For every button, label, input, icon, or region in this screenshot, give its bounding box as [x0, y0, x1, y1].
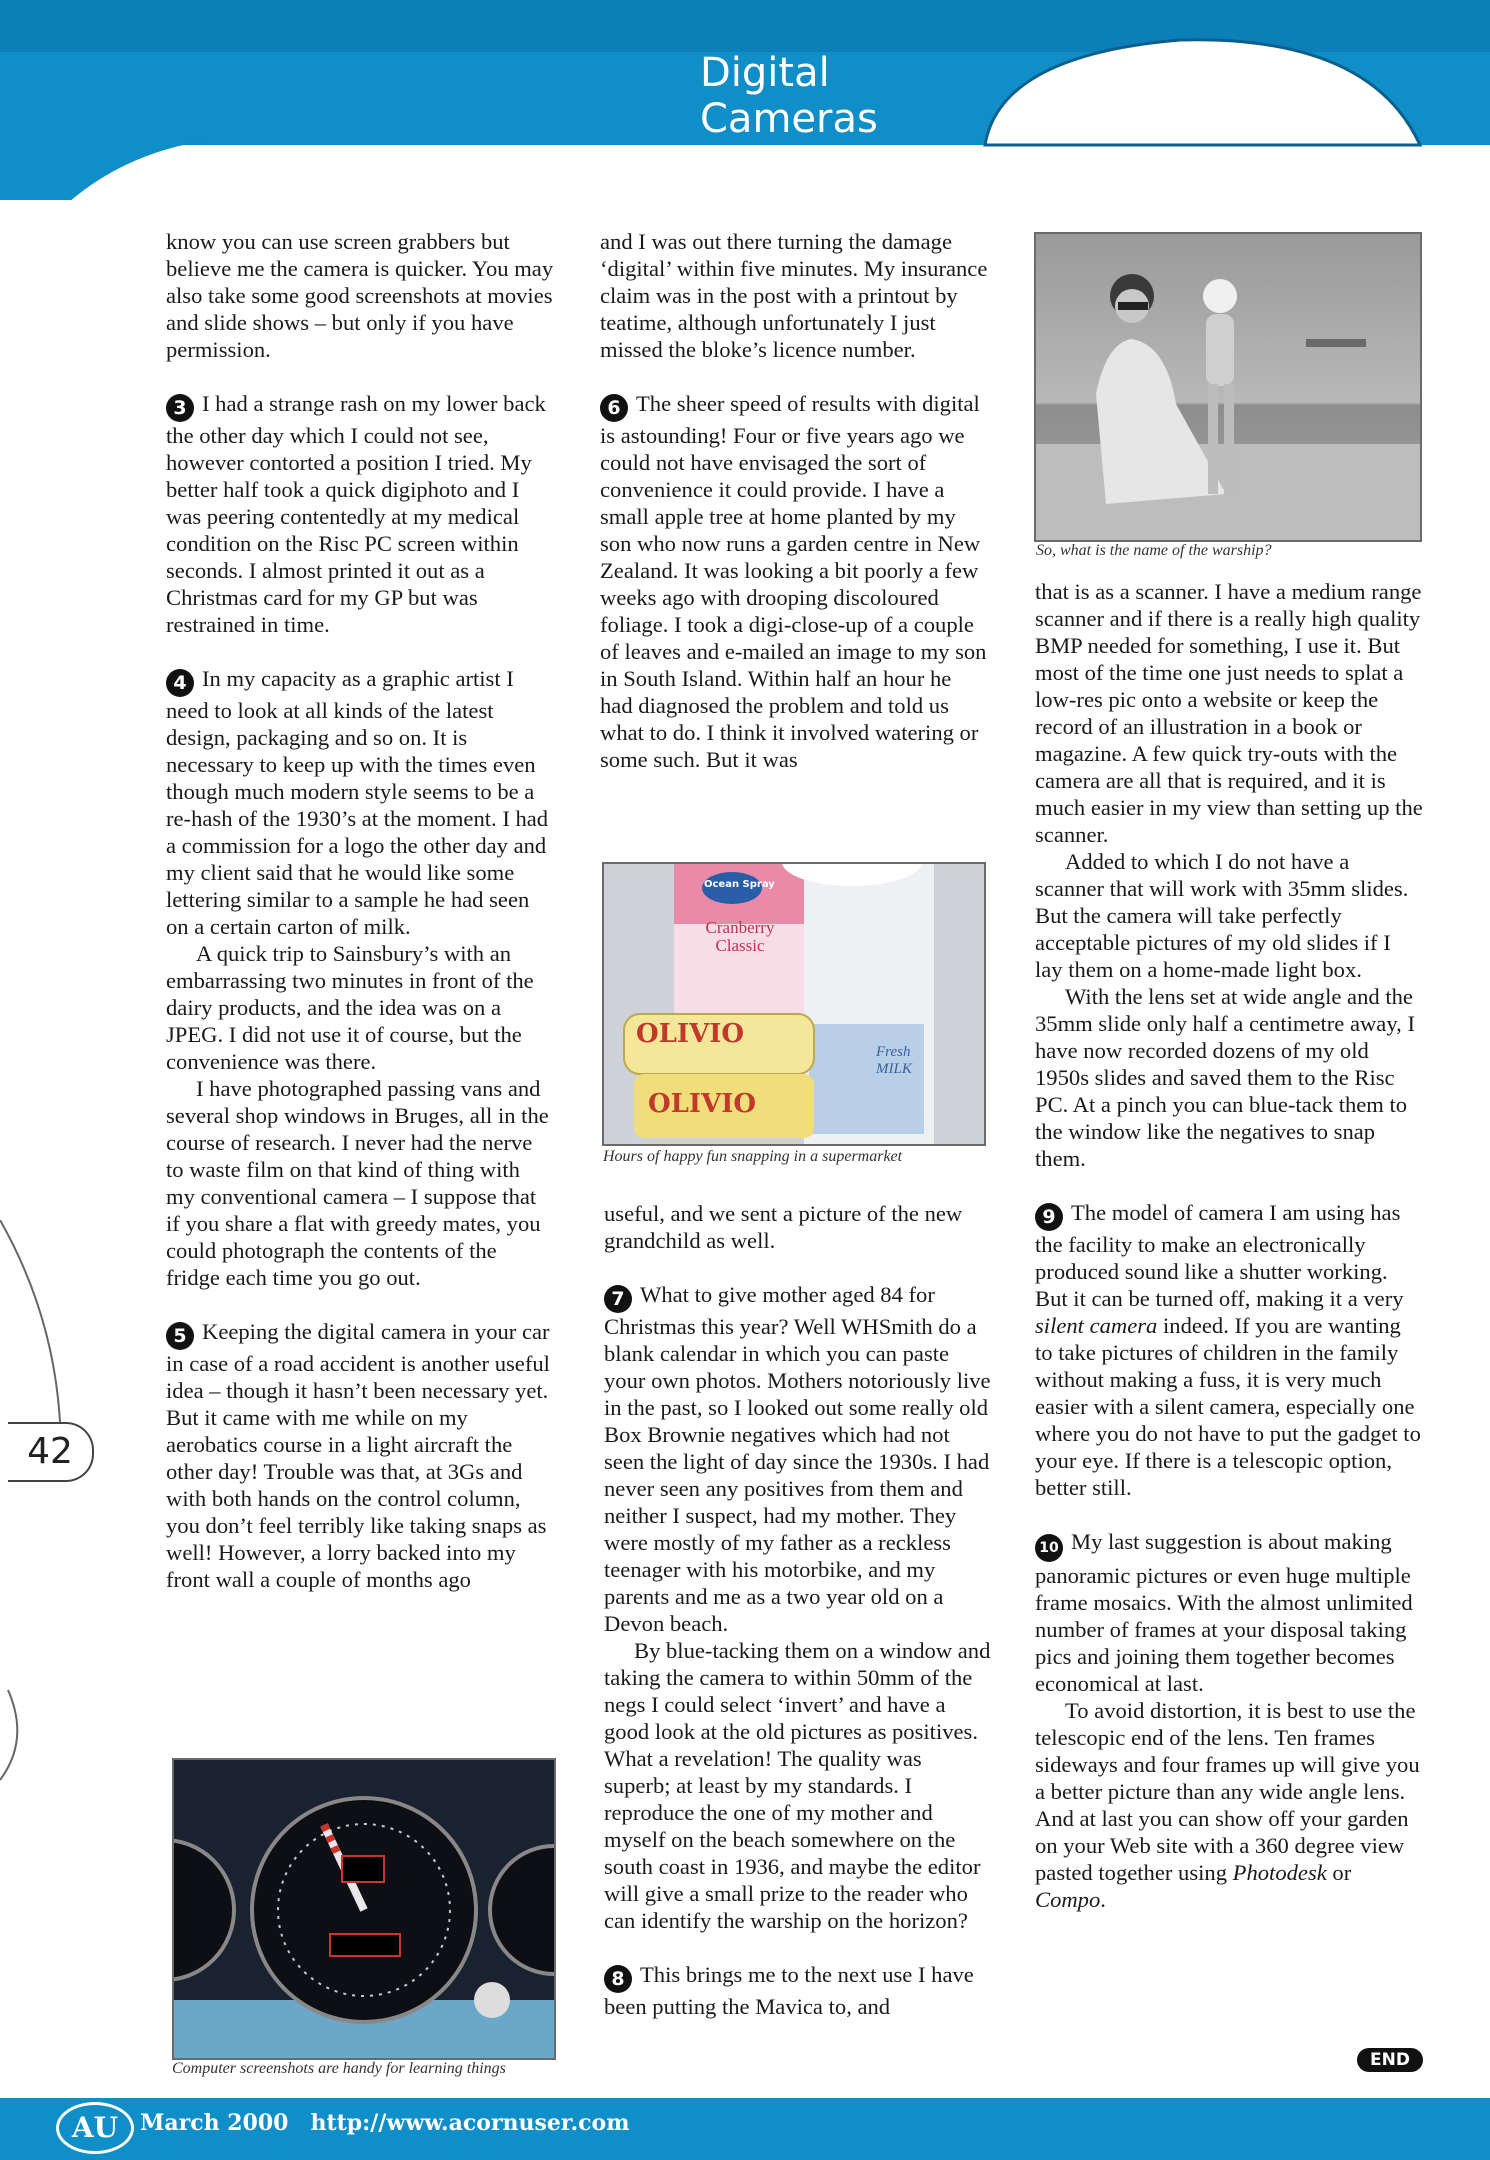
number-badge: 10	[1035, 1534, 1063, 1562]
paragraph: Added to which I do not have a scanner that will work with 35mm slides. But the camera will take perfectly acceptable pictures of my old slides if I lay them on a home-made light box.	[1035, 849, 1409, 982]
app-name: Compo	[1035, 1887, 1101, 1912]
supermarket-photo	[602, 862, 986, 1146]
number-badge: 8	[604, 1965, 632, 1993]
column-2-continued	[604, 1200, 992, 2020]
cockpit-photo	[172, 1758, 556, 2060]
caption-warship: So, what is the name of the warship?	[1036, 542, 1272, 559]
margarine-label-front: OLIVIO	[648, 1089, 757, 1119]
end-badge: END	[1357, 2048, 1423, 2072]
website-url: http://www.acornuser.com	[310, 2110, 630, 2136]
paragraph: By blue-tacking them on a window and taking the camera to within 50mm of the negs I could select ‘invert’ and have a good look at the old pictures as positives. What a revelation! The quality was superb; at least by my standards. I reproduce the one of my mother and myself on the beach somewhere on the south coast in 1936, and maybe the editor will give a small prize to the reader who can identify the warship on the horizon?	[604, 1638, 991, 1933]
paragraph	[600, 390, 988, 773]
paragraph-text: What to give mother aged 84 for Christmas this year? Well WHSmith do a blank calendar in which you can paste your own photos. Mothers notoriously live in the past, so I looked out some really old Box Brownie negatives which had not seen the light of day since the 1930s. I had never seen any positives from them and neither I suspect, had my mother. They were mostly of my father as a reckless teenager with his motorbike, and my parents and me as a two year old on a Devon beach.	[604, 1282, 991, 1636]
caption-cockpit: Computer screenshots are handy for learning things	[172, 2060, 506, 2077]
paragraph: know you can use screen grabbers but believe me the camera is quicker. You may also take some good screenshots at movies and slide shows – but only if you have permission.	[166, 229, 554, 362]
paragraph: With the lens set at wide angle and the 35mm slide only half a centimetre away, I have now recorded dozens of my old 1950s slides and saved them to the Risc PC. At a pinch you can blue-tack them to the window like the negatives to snap them.	[1035, 984, 1415, 1171]
paragraph	[166, 390, 554, 638]
page-tab-curve	[0, 1220, 70, 1880]
issue-date: March 2000	[140, 2110, 289, 2136]
paragraph	[604, 1961, 992, 2020]
carton-name: Cranberry Classic	[705, 918, 775, 955]
footer-text	[140, 2110, 652, 2136]
paragraph-text: The sheer speed of results with digital is astounding! Four or five years ago we could not have envisaged the sort of convenience it could provide. I have a small apple tree at home planted by my son who now runs a garden centre in New Zealand. It was looking a bit poorly a few weeks ago with drooping discoloured foliage. I took a digi-close-up of a couple of leaves and e-mailed an image to my son in South Island. Within half an hour he had diagnosed the problem and told us what to do. I think it involved watering or some such. But it was	[600, 391, 987, 772]
paragraph-text: or	[1326, 1860, 1352, 1885]
paragraph-text: indeed. If you are wanting to take pictures of children in the family without making a fuss, it is very much easier with a silent camera, especially one where you do not have to put the gadget to your eye. If there is a telescopic option, better still.	[1035, 1313, 1421, 1500]
paragraph-text: The model of camera I am using has the facility to make an electronically produced sound like a shutter working. But it can be turned off, making it a very	[1035, 1200, 1404, 1311]
number-badge: 3	[166, 394, 194, 422]
paragraph: A quick trip to Sainsbury’s with an embarrassing two minutes in front of the dairy products, and the idea was on a JPEG. I did not use it of course, but the convenience was there.	[166, 941, 534, 1074]
paragraph	[1035, 1528, 1423, 1697]
number-badge: 9	[1035, 1203, 1063, 1231]
acorn-user-logo: AU	[56, 2102, 134, 2154]
paragraph-text: My last suggestion is about making panoramic pictures or even huge multiple frame mosaics. With the almost unlimited number of frames at your disposal taking pics and joining them together becomes economical at last.	[1035, 1529, 1413, 1696]
app-name: Photodesk	[1232, 1860, 1327, 1885]
paragraph	[166, 665, 554, 940]
number-badge: 6	[600, 394, 628, 422]
paragraph: useful, and we sent a picture of the new grandchild as well.	[604, 1201, 963, 1253]
paragraph-text: To avoid distortion, it is best to use the telescopic end of the lens. Ten frames sideways and four frames up will give you a better picture than any wide angle lens. And at last you can show off your garden on your Web site with a 360 degree view pasted together using	[1035, 1698, 1420, 1885]
paragraph: I have photographed passing vans and several shop windows in Bruges, all in the course of research. I never had the nerve to waste film on that kind of thing with my conventional camera – I suppose that if you share a flat with greedy mates, you could photograph the contents of the fridge each time you go out.	[166, 1076, 549, 1290]
beach-photo	[1034, 232, 1422, 542]
margarine-label-top: OLIVIO	[636, 1019, 745, 1049]
number-badge: 5	[166, 1322, 194, 1350]
paragraph: that is as a scanner. I have a medium range scanner and if there is a really high quality BMP needed for something, I use it. But most of the time one just needs to splat a low-res pic onto a website or keep the record of an illustration in a book or magazine. A few quick try-outs with the camera are all that is required, and it is much easier in my view than setting up the scanner.	[1035, 579, 1423, 847]
paragraph-text: .	[1100, 1887, 1106, 1912]
paragraph	[166, 1318, 554, 1593]
paragraph: and I was out there turning the damage ‘digital’ within five minutes. My insurance claim was in the post with a printout by teatime, although unfortunately I just missed the bloke’s licence number.	[600, 229, 988, 362]
emphasis: silent camera	[1035, 1313, 1158, 1338]
page-number: 42	[8, 1422, 94, 1482]
caption-supermarket: Hours of happy fun snapping in a supermarket	[603, 1148, 903, 1165]
paragraph-text: Keeping the digital camera in your car in case of a road accident is another useful idea – though it hasn’t been necessary yet. But it came with me while on my aerobatics course in a light aircraft the other day! Trouble was that, at 3Gs and with both hands on the control column, you don’t feel terribly like taking snaps as well! However, a lorry backed into my front wall a couple of months ago	[166, 1319, 550, 1592]
paragraph-text: I had a strange rash on my lower back the other day which I could not see, however contorted a position I tried. My better half took a quick digiphoto and I was peering contentedly at my medical condition on the Risc PC screen within seconds. I almost printed it out as a Christmas card for my GP but was restrained in time.	[166, 391, 546, 637]
paragraph	[1035, 1199, 1423, 1501]
number-badge: 4	[166, 669, 194, 697]
paragraph-text: This brings me to the next use I have been putting the Mavica to, and	[604, 1962, 974, 2019]
paragraph	[1035, 1697, 1423, 1913]
milk-label: Fresh MILK	[876, 1044, 912, 1077]
column-2	[600, 228, 988, 773]
paragraph-text: In my capacity as a graphic artist I need to look at all kinds of the latest design, packaging and so on. It is necessary to keep up with the times even though much modern style seems to be a re-hash of the 1930’s at the moment. I had a commission for a logo the other day and my client said that he would like some lettering similar to a sample he had seen on a certain carton of milk.	[166, 666, 549, 939]
paragraph	[604, 1281, 992, 1637]
number-badge: 7	[604, 1285, 632, 1313]
column-3	[1035, 578, 1423, 1913]
column-1	[166, 228, 554, 1593]
section-title: Digital Cameras	[700, 50, 878, 142]
carton-brand: Ocean Spray	[704, 879, 775, 890]
